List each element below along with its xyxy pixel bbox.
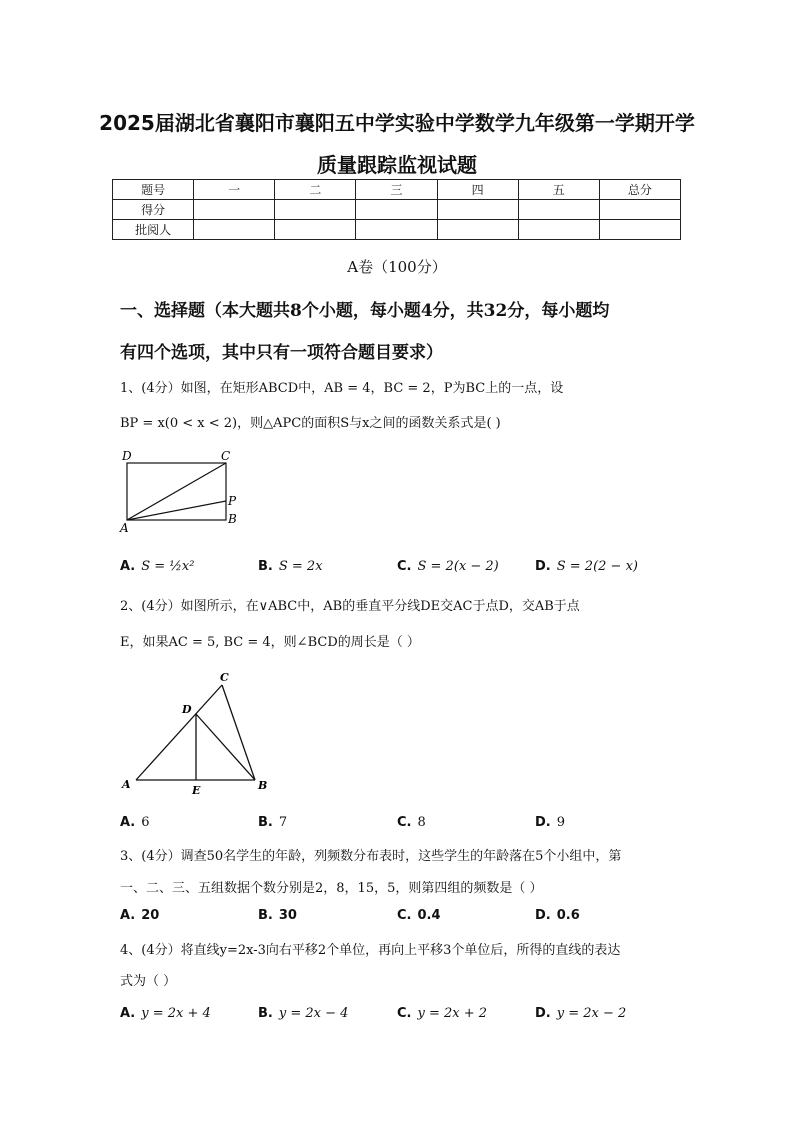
label-c: C: [221, 449, 231, 463]
q3-option-d-text: 0.6: [556, 908, 580, 923]
score-input-cell[interactable]: [599, 220, 680, 240]
segment-ac: [127, 463, 226, 520]
q3-option-b-text: 30: [278, 908, 297, 923]
score-input-cell[interactable]: [437, 200, 518, 220]
label-a: A: [122, 778, 131, 791]
q3-option-b[interactable]: [258, 908, 303, 923]
q2-option-b[interactable]: [258, 815, 287, 830]
q3-option-a[interactable]: [120, 908, 165, 923]
q3-stem-line2: 一、二、三、五组数据个数分别是2，8，15，5，则第四组的频数是（ ）: [120, 881, 543, 896]
q2-option-b-text: 7: [278, 815, 288, 830]
q1-option-d-letter: D.: [535, 559, 551, 574]
q4-stem-line2: 式为（ ）: [120, 974, 177, 989]
q2-option-d[interactable]: [535, 815, 565, 830]
q2-option-d-text: 9: [556, 815, 566, 830]
q4-option-b-text: y = 2x − 4: [278, 1006, 349, 1021]
label-c: C: [220, 671, 229, 684]
q2-option-d-letter: D.: [535, 815, 551, 830]
score-input-cell[interactable]: [275, 220, 356, 240]
segment-cb: [222, 685, 255, 780]
q1-option-b[interactable]: [258, 559, 323, 574]
section1-heading-line1: 一、选择题（本大题共8个小题，每小题4分，共32分，每小题均: [120, 301, 610, 321]
q1-option-d[interactable]: [535, 559, 638, 574]
segment-ap: [127, 501, 226, 520]
score-input-cell[interactable]: [518, 220, 599, 240]
q1-option-d-text: S = 2(2 − x): [556, 559, 638, 574]
q1-option-b-text: S = 2x: [278, 559, 323, 574]
score-input-cell[interactable]: [356, 220, 437, 240]
score-input-cell[interactable]: [437, 220, 518, 240]
q4-option-b[interactable]: [258, 1006, 348, 1021]
score-input-cell[interactable]: [194, 200, 275, 220]
score-input-cell[interactable]: [518, 200, 599, 220]
q1-option-c[interactable]: [397, 559, 499, 574]
label-p: P: [228, 494, 237, 508]
q1-option-c-text: S = 2(x − 2): [417, 559, 499, 574]
score-input-cell[interactable]: [194, 220, 275, 240]
score-input-cell[interactable]: [599, 200, 680, 220]
q1-stem-line1: 1、(4分）如图，在矩形ABCD中，AB = 4，BC = 2，P为BC上的一点，设: [120, 381, 564, 396]
segment-db: [196, 714, 255, 780]
q1-option-b-letter: B.: [258, 559, 273, 574]
label-a: A: [120, 521, 129, 535]
q2-option-a-letter: A.: [120, 815, 136, 830]
q2-stem-line1: 2、(4分）如图所示，在∨ABC中，AB的垂直平分线DE交AC于点D，交AB于点: [120, 599, 580, 614]
score-header-cell: 总分: [599, 180, 680, 200]
q4-option-a-letter: A.: [120, 1006, 136, 1021]
label-d: D: [122, 449, 132, 463]
score-table-row: [113, 220, 681, 240]
q4-option-a-text: y = 2x + 4: [141, 1006, 211, 1021]
q1-stem-line2: BP = x(0 < x < 2)，则△APC的面积S与x之间的函数关系式是( ): [120, 416, 501, 431]
score-table-header-row: [113, 180, 681, 200]
score-row-label: 批阅人: [113, 220, 194, 240]
section1-heading-line2: 有四个选项，其中只有一项符合题目要求）: [120, 343, 443, 363]
q3-option-d-letter: D.: [535, 908, 551, 923]
q2-option-c[interactable]: [397, 815, 426, 830]
q2-triangle-figure: [112, 668, 272, 798]
q3-option-c[interactable]: [397, 908, 447, 923]
q1-option-a[interactable]: [120, 559, 194, 574]
label-d: D: [182, 703, 192, 716]
q1-rectangle-figure: [112, 446, 252, 536]
q2-option-a-text: 6: [141, 815, 150, 830]
q4-stem-line1: 4、(4分）将直线y=2x-3向右平移2个单位，再向上平移3个单位后，所得的直线的表达: [120, 943, 621, 958]
q2-stem-line2: E，如果AC = 5, BC = 4，则∠BCD的周长是（ ）: [120, 635, 420, 650]
score-table: [112, 179, 681, 240]
q3-option-a-text: 20: [141, 908, 160, 923]
q4-option-c-letter: C.: [397, 1006, 412, 1021]
exam-title-line2: 质量跟踪监视试题: [317, 153, 477, 177]
q4-option-b-letter: B.: [258, 1006, 273, 1021]
q4-option-d[interactable]: [535, 1006, 626, 1021]
score-header-cell: 五: [518, 180, 599, 200]
q2-option-b-letter: B.: [258, 815, 273, 830]
q2-option-a[interactable]: [120, 815, 150, 830]
score-input-cell[interactable]: [356, 200, 437, 220]
q2-option-c-text: 8: [417, 815, 426, 830]
score-header-cell: 题号: [113, 180, 194, 200]
exam-title-line1: 2025届湖北省襄阳市襄阳五中学实验中学数学九年级第一学期开学: [99, 111, 695, 135]
score-table-row: [113, 200, 681, 220]
q2-option-c-letter: C.: [397, 815, 412, 830]
label-b: B: [258, 779, 268, 792]
q3-option-b-letter: B.: [258, 908, 273, 923]
score-header-cell: 一: [194, 180, 275, 200]
q4-option-c-text: y = 2x + 2: [417, 1006, 488, 1021]
q4-option-c[interactable]: [397, 1006, 487, 1021]
q1-option-a-text: S = ½x²: [141, 559, 195, 574]
volume-label: A卷（100分）: [347, 258, 447, 276]
q3-stem-line1: 3、(4分）调查50名学生的年龄，列频数分布表时，这些学生的年龄落在5个小组中，第: [120, 849, 622, 864]
score-header-cell: 三: [356, 180, 437, 200]
q3-option-d[interactable]: [535, 908, 586, 923]
q3-option-c-letter: C.: [397, 908, 412, 923]
q4-option-a[interactable]: [120, 1006, 211, 1021]
q1-option-c-letter: C.: [397, 559, 412, 574]
score-header-cell: 二: [275, 180, 356, 200]
label-e: E: [192, 784, 201, 797]
q4-option-d-letter: D.: [535, 1006, 551, 1021]
score-row-label: 得分: [113, 200, 194, 220]
q1-option-a-letter: A.: [120, 559, 136, 574]
score-input-cell[interactable]: [275, 200, 356, 220]
segment-ac: [136, 685, 222, 780]
q4-option-d-text: y = 2x − 2: [556, 1006, 627, 1021]
q3-option-c-text: 0.4: [417, 908, 441, 923]
score-header-cell: 四: [437, 180, 518, 200]
label-b: B: [228, 512, 237, 526]
q3-option-a-letter: A.: [120, 908, 136, 923]
